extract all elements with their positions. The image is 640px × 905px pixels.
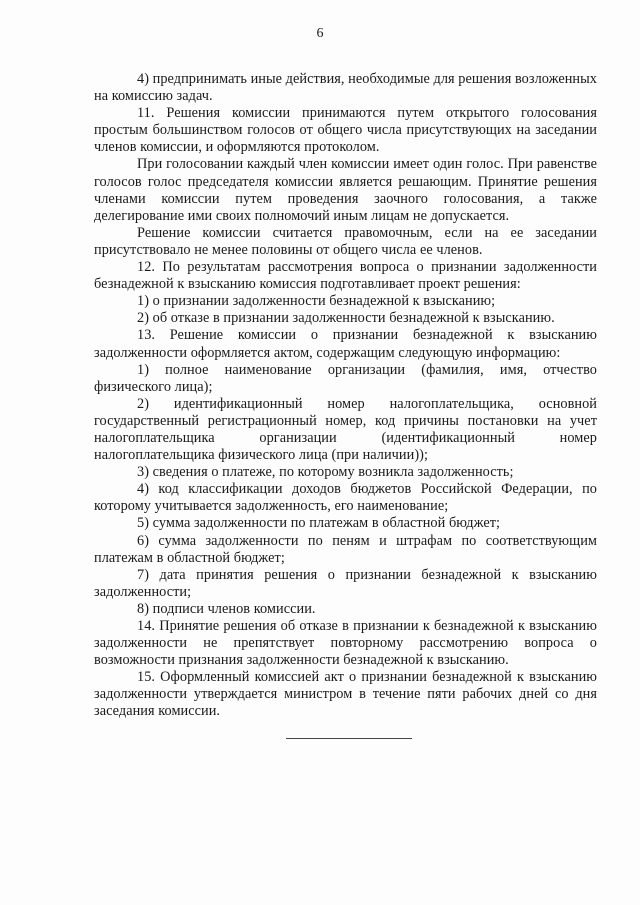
list-item: 8) подписи членов комиссии.	[137, 600, 316, 617]
end-rule-divider	[286, 738, 412, 739]
paragraph-clause-14: 14. Принятие решения об отказе в признании к безнадежной к взысканию задолженности не препятствует повторному рассмотрению вопроса о возможности признания задолженности безнадежной к взысканию.	[94, 618, 597, 669]
list-item: 1) полное наименование организации (фамилия, имя, отчество физического лица);	[94, 361, 597, 395]
list-item: 3) сведения о платеже, по которому возникла задолженность;	[137, 464, 514, 481]
paragraph-quorum: Решение комиссии считается правомочным, если на ее заседании присутствовало не менее половины от общего числа ее членов.	[94, 224, 597, 258]
paragraph-clause-13: 13. Решение комиссии о признании безнадежной к взысканию задолженности оформляется актом, содержащим следующую информацию:	[94, 327, 597, 361]
document-body	[94, 71, 597, 721]
list-item: 5) сумма задолженности по платежам в областной бюджет;	[137, 515, 501, 532]
list-item: 4) код классификации доходов бюджетов Российской Федерации, по которому учитывается задолженность, его наименование;	[94, 481, 597, 515]
paragraph-clause-12: 12. По результатам рассмотрения вопроса о признании задолженности безнадежной к взысканию комиссия подготавливает проект решения:	[94, 259, 597, 293]
list-item: 7) дата принятия решения о признании безнадежной к взысканию задолженности;	[94, 566, 597, 600]
list-item: 1) о признании задолженности безнадежной к взысканию;	[137, 293, 496, 310]
paragraph-clause-11: 11. Решения комиссии принимаются путем открытого голосования простым большинством голосов от общего числа присутствующих на заседании членов комиссии, и оформляются протоколом.	[94, 105, 597, 156]
paragraph-item-4: 4) предпринимать иные действия, необходимые для решения возложенных на комиссию задач.	[94, 71, 597, 105]
list-item: 2) идентификационный номер налогоплательщика, основной государственный регистрационный номер, код причины постановки на учет налогоплательщика организации (идентификационный номер налогоплательщика физического лица (при наличии));	[94, 395, 597, 464]
page-number: 6	[316, 26, 324, 41]
paragraph-voting: При голосовании каждый член комиссии имеет один голос. При равенстве голосов голос председателя комиссии является решающим. Принятие решения членами комиссии путем проведения заочного голосования, а также делегирование ими своих полномочий иным лицам не допускается.	[94, 156, 597, 224]
paragraph-clause-15: 15. Оформленный комиссией акт о признании безнадежной к взысканию задолженности утверждается министром в течение пяти рабочих дней со дня заседания комиссии.	[94, 669, 597, 720]
list-item: 2) об отказе в признании задолженности безнадежной к взысканию.	[137, 310, 555, 327]
list-item: 6) сумма задолженности по пеням и штрафам по соответствующим платежам в областной бюджет;	[94, 532, 597, 566]
